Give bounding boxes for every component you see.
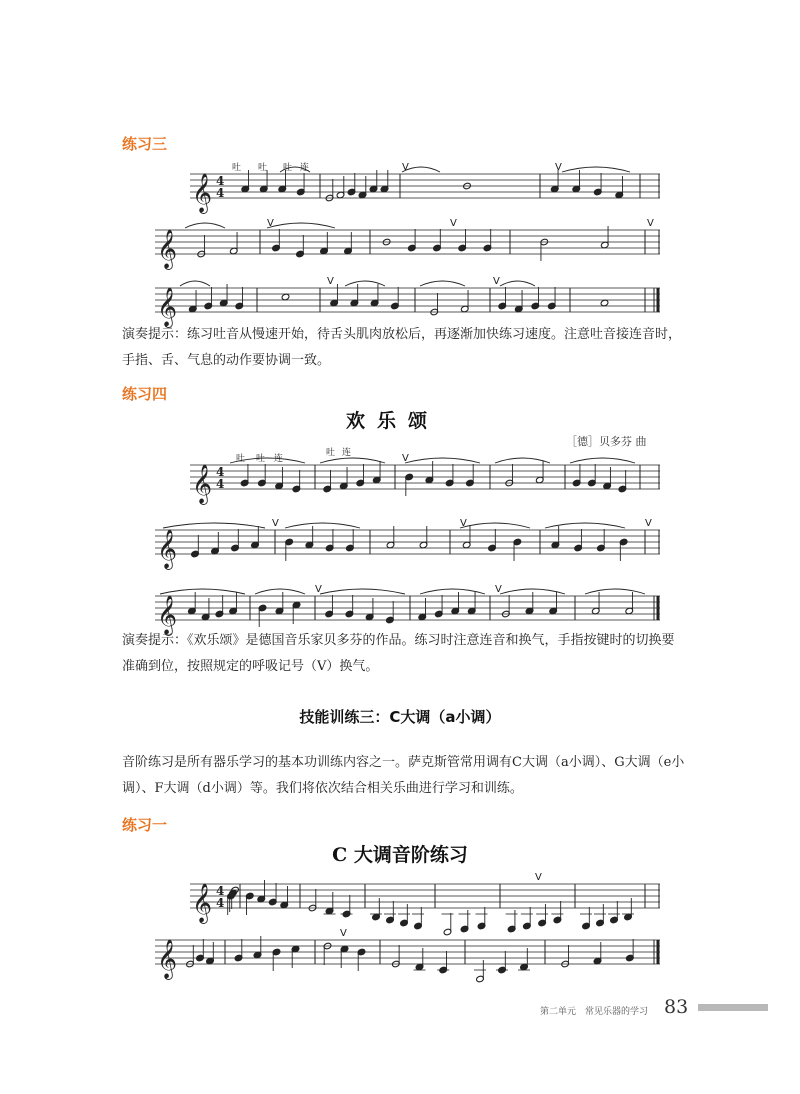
svg-text:V: V <box>402 162 409 173</box>
exercise-3-tip: 演奏提示：练习吐音从慢速开始，待舌头肌肉放松后，再逐渐加快练习速度。注意吐音接连音时，手指、舌、气息的动作要协调一致。 <box>122 327 682 368</box>
staff-scale-line2 <box>155 928 660 979</box>
syllable-mark: 吐 <box>326 448 336 458</box>
skill-section-title: 技能训练三：C大调（a小调） <box>299 708 501 726</box>
svg-text:V: V <box>647 218 654 229</box>
svg-text:V: V <box>493 276 500 287</box>
svg-text:V: V <box>535 872 542 883</box>
svg-text:V: V <box>460 518 467 529</box>
staff-ex3-line1 <box>190 162 660 213</box>
svg-text:V: V <box>272 518 279 529</box>
syllable-mark: 吐 <box>256 454 266 464</box>
svg-text:V: V <box>555 162 562 173</box>
svg-text:𝄞: 𝄞 <box>157 529 178 569</box>
syllable-mark: 连 <box>300 163 310 173</box>
svg-text:4: 4 <box>216 174 225 188</box>
svg-text:4: 4 <box>216 884 225 898</box>
staff-ex3-line3 <box>155 276 660 327</box>
syllable-mark: 吐 <box>232 163 242 173</box>
staff-ex4-line1 <box>190 453 660 504</box>
svg-text:𝄞: 𝄞 <box>157 229 178 269</box>
syllable-mark: 吐 <box>283 163 293 173</box>
page-number: 83 <box>664 996 689 1018</box>
svg-text:4: 4 <box>216 465 225 479</box>
svg-text:V: V <box>495 584 502 595</box>
svg-text:4: 4 <box>216 896 225 910</box>
footer-unit-label: 第二单元 常见乐器的学习 <box>540 1007 649 1017</box>
svg-text:V: V <box>315 584 322 595</box>
svg-text:V: V <box>340 928 347 939</box>
staff-ex4-line3 <box>155 584 660 635</box>
svg-text:V: V <box>402 453 409 464</box>
svg-text:𝄞: 𝄞 <box>192 883 213 923</box>
svg-text:V: V <box>267 218 274 229</box>
staff-scale-line1 <box>190 872 660 923</box>
composer-credit: ［德］贝多芬 曲 <box>566 435 647 448</box>
syllable-mark: 吐 <box>258 163 268 173</box>
svg-text:4: 4 <box>216 186 225 200</box>
svg-text:V: V <box>645 518 652 529</box>
syllable-mark: 连 <box>342 448 352 458</box>
svg-text:V: V <box>450 218 457 229</box>
skill-section-text: 音阶练习是所有器乐学习的基本功训练内容之一。萨克斯管常用调有C大调（a小调）、G大调（e小调）、F大调（d小调）等。我们将依次结合相关乐曲进行学习和训练。 <box>122 755 685 796</box>
song-title: 欢乐颂 <box>346 410 440 432</box>
syllable-mark: 连 <box>274 454 284 464</box>
svg-text:𝄞: 𝄞 <box>157 287 178 327</box>
footer-bar <box>698 1004 768 1011</box>
syllable-mark: 吐 <box>236 454 246 464</box>
svg-text:𝄞: 𝄞 <box>157 939 178 979</box>
exercise-4-heading: 练习四 <box>122 385 168 403</box>
svg-text:𝄞: 𝄞 <box>157 595 178 635</box>
exercise-3-heading: 练习三 <box>122 135 168 153</box>
exercise-4-tip: 演奏提示：《欢乐颂》是德国音乐家贝多芬的作品。练习时注意连音和换气，手指按键时的切换要准确到位，按照规定的呼吸记号（V）换气。 <box>122 633 675 674</box>
scale-exercise-title: C 大调音阶练习 <box>332 844 468 866</box>
exercise-1-heading: 练习一 <box>122 816 168 834</box>
svg-text:𝄞: 𝄞 <box>192 464 213 504</box>
staff-ex4-line2 <box>155 518 660 569</box>
svg-text:V: V <box>327 276 334 287</box>
staff-ex3-line2 <box>155 218 660 269</box>
svg-text:4: 4 <box>216 477 225 491</box>
svg-text:𝄞: 𝄞 <box>192 173 213 213</box>
